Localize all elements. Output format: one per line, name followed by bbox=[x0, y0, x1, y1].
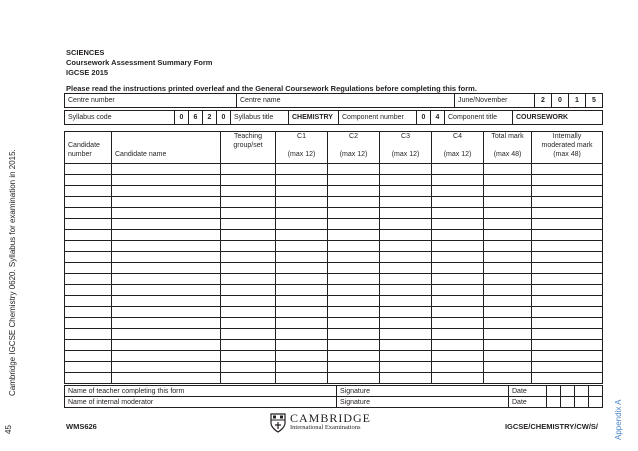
table-cell[interactable] bbox=[484, 252, 532, 263]
table-cell[interactable] bbox=[221, 263, 276, 274]
date-box[interactable] bbox=[561, 386, 575, 397]
syllabus-title-label: Syllabus title bbox=[231, 111, 289, 125]
table-cell[interactable] bbox=[65, 164, 112, 175]
component-title-label: Component title bbox=[445, 111, 513, 125]
table-cell[interactable] bbox=[484, 307, 532, 318]
table-row bbox=[65, 263, 603, 274]
side-text: Cambridge IGCSE Chemistry 0620. Syllabus for examination in 2015. bbox=[8, 149, 17, 396]
table-cell[interactable] bbox=[380, 241, 432, 252]
table-cell[interactable] bbox=[65, 274, 112, 285]
table-cell[interactable] bbox=[432, 307, 484, 318]
table-cell[interactable] bbox=[432, 340, 484, 351]
table-cell[interactable] bbox=[328, 296, 380, 307]
date-box[interactable] bbox=[547, 386, 561, 397]
table-cell[interactable] bbox=[380, 329, 432, 340]
table-cell[interactable] bbox=[328, 175, 380, 186]
table-row bbox=[65, 175, 603, 186]
table-cell[interactable] bbox=[484, 362, 532, 373]
side-running-text bbox=[8, 149, 22, 396]
table-cell[interactable] bbox=[380, 230, 432, 241]
table-cell[interactable] bbox=[484, 263, 532, 274]
table-cell[interactable] bbox=[532, 263, 603, 274]
table-cell[interactable] bbox=[276, 252, 328, 263]
table-cell[interactable] bbox=[380, 351, 432, 362]
table-cell[interactable] bbox=[112, 175, 221, 186]
table-cell[interactable] bbox=[532, 307, 603, 318]
table-cell[interactable] bbox=[328, 362, 380, 373]
table-row bbox=[65, 340, 603, 351]
table-cell[interactable] bbox=[221, 252, 276, 263]
table-cell[interactable] bbox=[112, 230, 221, 241]
table-cell[interactable] bbox=[221, 362, 276, 373]
col-c2: C2 (max 12) bbox=[328, 132, 380, 164]
table-cell[interactable] bbox=[112, 307, 221, 318]
table-cell[interactable] bbox=[484, 296, 532, 307]
logo-line2: International Examinations bbox=[290, 424, 361, 431]
table-row bbox=[65, 241, 603, 252]
col-teaching-group: Teaching group/set bbox=[221, 132, 276, 164]
date-box[interactable] bbox=[575, 397, 589, 408]
page-number bbox=[4, 418, 18, 438]
table-cell[interactable] bbox=[532, 197, 603, 208]
table-cell[interactable] bbox=[221, 296, 276, 307]
session-label: June/November bbox=[455, 94, 535, 108]
table-cell[interactable] bbox=[328, 329, 380, 340]
table-cell[interactable] bbox=[112, 362, 221, 373]
table-cell[interactable] bbox=[65, 351, 112, 362]
table-cell[interactable] bbox=[65, 175, 112, 186]
table-cell[interactable] bbox=[65, 329, 112, 340]
table-cell[interactable] bbox=[276, 362, 328, 373]
table-row bbox=[65, 296, 603, 307]
table-cell[interactable] bbox=[532, 208, 603, 219]
table-cell[interactable] bbox=[328, 263, 380, 274]
table-cell[interactable] bbox=[276, 274, 328, 285]
table-cell[interactable] bbox=[276, 351, 328, 362]
table-cell[interactable] bbox=[65, 219, 112, 230]
page-number-text: 45 bbox=[4, 425, 13, 434]
table-row bbox=[65, 329, 603, 340]
table-cell[interactable] bbox=[484, 186, 532, 197]
table-cell[interactable] bbox=[112, 274, 221, 285]
form-code: WMS626 bbox=[66, 422, 97, 431]
table-cell[interactable] bbox=[276, 219, 328, 230]
teacher-name-field[interactable]: Name of teacher completing this form bbox=[65, 386, 337, 397]
table-cell[interactable] bbox=[380, 340, 432, 351]
moderator-signature-field[interactable]: Signature bbox=[337, 397, 509, 408]
table-cell[interactable] bbox=[432, 318, 484, 329]
table-cell[interactable] bbox=[328, 164, 380, 175]
table-cell[interactable] bbox=[112, 219, 221, 230]
table-cell[interactable] bbox=[65, 208, 112, 219]
table-cell[interactable] bbox=[221, 219, 276, 230]
appendix-text: Appendix A bbox=[614, 399, 623, 440]
table-cell[interactable] bbox=[380, 285, 432, 296]
table-cell[interactable] bbox=[112, 164, 221, 175]
moderator-name-field[interactable]: Name of internal moderator bbox=[65, 397, 337, 408]
table-cell[interactable] bbox=[484, 351, 532, 362]
table-cell[interactable] bbox=[276, 164, 328, 175]
table-cell[interactable] bbox=[380, 186, 432, 197]
date-box[interactable] bbox=[561, 397, 575, 408]
table-cell[interactable] bbox=[65, 252, 112, 263]
table-row bbox=[65, 230, 603, 241]
moderator-date-label: Date bbox=[509, 397, 547, 408]
table-cell[interactable] bbox=[380, 274, 432, 285]
table-cell[interactable] bbox=[532, 219, 603, 230]
table-cell[interactable] bbox=[532, 164, 603, 175]
table-cell[interactable] bbox=[328, 252, 380, 263]
table-cell[interactable] bbox=[112, 285, 221, 296]
table-row bbox=[65, 197, 603, 208]
table-cell[interactable] bbox=[112, 296, 221, 307]
table-cell[interactable] bbox=[112, 208, 221, 219]
table-cell[interactable] bbox=[328, 186, 380, 197]
table-cell[interactable] bbox=[328, 307, 380, 318]
table-cell[interactable] bbox=[65, 318, 112, 329]
table-cell[interactable] bbox=[380, 219, 432, 230]
cambridge-logo bbox=[270, 413, 371, 433]
date-box[interactable] bbox=[589, 386, 603, 397]
col-c1: C1 (max 12) bbox=[276, 132, 328, 164]
year-digit: 5 bbox=[586, 94, 603, 108]
syllabus-digit: 6 bbox=[189, 111, 203, 125]
table-cell[interactable] bbox=[380, 208, 432, 219]
table-cell[interactable] bbox=[65, 373, 112, 384]
centre-number-field[interactable]: Centre number bbox=[65, 94, 237, 108]
table-cell[interactable] bbox=[432, 351, 484, 362]
table-cell[interactable] bbox=[380, 164, 432, 175]
syllabus-digit: 0 bbox=[175, 111, 189, 125]
table-cell[interactable] bbox=[432, 362, 484, 373]
table-cell[interactable] bbox=[112, 197, 221, 208]
syllabus-code-label: Syllabus code bbox=[65, 111, 175, 125]
table-cell[interactable] bbox=[484, 318, 532, 329]
table-header-row bbox=[65, 132, 603, 164]
table-cell[interactable] bbox=[432, 329, 484, 340]
table-cell[interactable] bbox=[432, 285, 484, 296]
table-row bbox=[65, 362, 603, 373]
table-cell[interactable] bbox=[221, 164, 276, 175]
table-cell[interactable] bbox=[484, 241, 532, 252]
table-cell[interactable] bbox=[432, 263, 484, 274]
table-row bbox=[65, 252, 603, 263]
table-cell[interactable] bbox=[221, 351, 276, 362]
table-cell[interactable] bbox=[328, 197, 380, 208]
centre-info-table bbox=[64, 93, 603, 108]
table-cell[interactable] bbox=[65, 362, 112, 373]
table-cell[interactable] bbox=[112, 318, 221, 329]
table-cell[interactable] bbox=[65, 340, 112, 351]
component-title-value: COURSEWORK bbox=[513, 111, 603, 125]
table-cell[interactable] bbox=[380, 318, 432, 329]
table-cell[interactable] bbox=[484, 219, 532, 230]
table-cell[interactable] bbox=[276, 373, 328, 384]
col-moderated: Internally moderated mark (max 48) bbox=[532, 132, 603, 164]
table-cell[interactable] bbox=[380, 197, 432, 208]
table-cell[interactable] bbox=[484, 340, 532, 351]
syllabus-digit: 2 bbox=[203, 111, 217, 125]
table-cell[interactable] bbox=[380, 362, 432, 373]
table-cell[interactable] bbox=[484, 285, 532, 296]
table-cell[interactable] bbox=[484, 197, 532, 208]
table-row bbox=[65, 274, 603, 285]
header-form-title: Coursework Assessment Summary Form bbox=[66, 58, 213, 67]
table-cell[interactable] bbox=[276, 241, 328, 252]
table-cell[interactable] bbox=[484, 175, 532, 186]
table-cell[interactable] bbox=[484, 164, 532, 175]
table-cell[interactable] bbox=[432, 373, 484, 384]
table-cell[interactable] bbox=[112, 241, 221, 252]
table-cell[interactable] bbox=[432, 296, 484, 307]
col-c3: C3 (max 12) bbox=[380, 132, 432, 164]
table-cell[interactable] bbox=[221, 285, 276, 296]
table-cell[interactable] bbox=[380, 175, 432, 186]
header-year: IGCSE 2015 bbox=[66, 68, 109, 77]
table-cell[interactable] bbox=[484, 329, 532, 340]
table-row bbox=[65, 186, 603, 197]
table-cell[interactable] bbox=[532, 274, 603, 285]
table-cell[interactable] bbox=[276, 329, 328, 340]
table-cell[interactable] bbox=[484, 274, 532, 285]
syllabus-title-value: CHEMISTRY bbox=[289, 111, 339, 125]
table-cell[interactable] bbox=[532, 186, 603, 197]
table-cell[interactable] bbox=[532, 285, 603, 296]
year-digit: 1 bbox=[569, 94, 586, 108]
marks-table bbox=[64, 131, 603, 384]
table-cell[interactable] bbox=[380, 296, 432, 307]
table-cell[interactable] bbox=[276, 318, 328, 329]
table-cell[interactable] bbox=[221, 329, 276, 340]
table-cell[interactable] bbox=[328, 208, 380, 219]
table-cell[interactable] bbox=[432, 219, 484, 230]
table-cell[interactable] bbox=[221, 208, 276, 219]
table-cell[interactable] bbox=[221, 318, 276, 329]
table-cell[interactable] bbox=[65, 263, 112, 274]
table-cell[interactable] bbox=[276, 208, 328, 219]
table-cell[interactable] bbox=[532, 340, 603, 351]
table-cell[interactable] bbox=[532, 175, 603, 186]
table-cell[interactable] bbox=[532, 318, 603, 329]
table-cell[interactable] bbox=[221, 175, 276, 186]
teacher-date-label: Date bbox=[509, 386, 547, 397]
centre-name-field[interactable]: Centre name bbox=[237, 94, 455, 108]
shield-icon bbox=[270, 413, 286, 433]
table-cell[interactable] bbox=[276, 230, 328, 241]
table-cell[interactable] bbox=[432, 186, 484, 197]
table-cell[interactable] bbox=[380, 252, 432, 263]
table-cell[interactable] bbox=[65, 241, 112, 252]
table-cell[interactable] bbox=[276, 307, 328, 318]
table-cell[interactable] bbox=[65, 230, 112, 241]
table-row bbox=[65, 208, 603, 219]
table-row bbox=[65, 219, 603, 230]
table-cell[interactable] bbox=[328, 373, 380, 384]
table-cell[interactable] bbox=[328, 230, 380, 241]
table-cell[interactable] bbox=[328, 241, 380, 252]
table-cell[interactable] bbox=[65, 197, 112, 208]
table-cell[interactable] bbox=[276, 197, 328, 208]
year-digit: 2 bbox=[535, 94, 552, 108]
table-cell[interactable] bbox=[328, 285, 380, 296]
table-cell[interactable] bbox=[276, 285, 328, 296]
table-cell[interactable] bbox=[276, 340, 328, 351]
col-c4: C4 (max 12) bbox=[432, 132, 484, 164]
table-cell[interactable] bbox=[532, 296, 603, 307]
col-total: Total mark (max 48) bbox=[484, 132, 532, 164]
table-row bbox=[65, 307, 603, 318]
table-cell[interactable] bbox=[328, 274, 380, 285]
table-cell[interactable] bbox=[112, 351, 221, 362]
table-cell[interactable] bbox=[432, 274, 484, 285]
table-cell[interactable] bbox=[65, 186, 112, 197]
table-cell[interactable] bbox=[112, 373, 221, 384]
table-cell[interactable] bbox=[432, 241, 484, 252]
table-cell[interactable] bbox=[484, 208, 532, 219]
table-cell[interactable] bbox=[532, 373, 603, 384]
component-digit: 0 bbox=[417, 111, 431, 125]
table-cell[interactable] bbox=[65, 285, 112, 296]
date-box[interactable] bbox=[589, 397, 603, 408]
table-cell[interactable] bbox=[328, 219, 380, 230]
table-cell[interactable] bbox=[65, 296, 112, 307]
table-cell[interactable] bbox=[112, 340, 221, 351]
table-cell[interactable] bbox=[328, 340, 380, 351]
table-cell[interactable] bbox=[532, 230, 603, 241]
syllabus-info-table bbox=[64, 110, 603, 125]
table-cell[interactable] bbox=[432, 208, 484, 219]
table-cell[interactable] bbox=[221, 197, 276, 208]
table-cell[interactable] bbox=[112, 252, 221, 263]
appendix-label bbox=[614, 392, 628, 440]
table-cell[interactable] bbox=[65, 307, 112, 318]
table-cell[interactable] bbox=[112, 263, 221, 274]
table-cell[interactable] bbox=[221, 230, 276, 241]
header-subject: SCIENCES bbox=[66, 48, 105, 57]
table-cell[interactable] bbox=[432, 164, 484, 175]
table-row bbox=[65, 164, 603, 175]
instructions: Please read the instructions printed overleaf and the General Coursework Regulations before completing this form. bbox=[66, 84, 477, 93]
table-cell[interactable] bbox=[432, 252, 484, 263]
table-cell[interactable] bbox=[484, 373, 532, 384]
table-cell[interactable] bbox=[532, 252, 603, 263]
table-cell[interactable] bbox=[432, 175, 484, 186]
col-candidate-name: Candidate name bbox=[112, 132, 221, 164]
syllabus-digit: 0 bbox=[217, 111, 231, 125]
table-row bbox=[65, 318, 603, 329]
component-number-label: Component number bbox=[339, 111, 417, 125]
table-cell[interactable] bbox=[532, 351, 603, 362]
teacher-signature-field[interactable]: Signature bbox=[337, 386, 509, 397]
table-cell[interactable] bbox=[221, 241, 276, 252]
signatures-table bbox=[64, 385, 603, 408]
table-cell[interactable] bbox=[380, 307, 432, 318]
table-cell[interactable] bbox=[276, 296, 328, 307]
table-cell[interactable] bbox=[221, 186, 276, 197]
table-cell[interactable] bbox=[432, 230, 484, 241]
form-header bbox=[66, 48, 212, 78]
table-cell[interactable] bbox=[221, 307, 276, 318]
table-cell[interactable] bbox=[221, 340, 276, 351]
table-row bbox=[65, 351, 603, 362]
table-cell[interactable] bbox=[532, 362, 603, 373]
table-cell[interactable] bbox=[432, 197, 484, 208]
form-reference: IGCSE/CHEMISTRY/CW/S/ bbox=[504, 422, 598, 431]
table-cell[interactable] bbox=[532, 241, 603, 252]
date-box[interactable] bbox=[547, 397, 561, 408]
component-digit: 4 bbox=[431, 111, 445, 125]
logo-line1: CAMBRIDGE bbox=[290, 411, 372, 425]
table-cell[interactable] bbox=[328, 318, 380, 329]
table-cell[interactable] bbox=[328, 351, 380, 362]
table-cell[interactable] bbox=[380, 263, 432, 274]
table-row bbox=[65, 373, 603, 384]
table-cell[interactable] bbox=[221, 373, 276, 384]
table-cell[interactable] bbox=[112, 329, 221, 340]
table-cell[interactable] bbox=[276, 186, 328, 197]
table-cell[interactable] bbox=[112, 186, 221, 197]
table-cell[interactable] bbox=[276, 175, 328, 186]
table-cell[interactable] bbox=[221, 274, 276, 285]
table-row bbox=[65, 285, 603, 296]
year-digit: 0 bbox=[552, 94, 569, 108]
table-cell[interactable] bbox=[532, 329, 603, 340]
table-cell[interactable] bbox=[380, 373, 432, 384]
table-cell[interactable] bbox=[276, 263, 328, 274]
table-cell[interactable] bbox=[484, 230, 532, 241]
date-box[interactable] bbox=[575, 386, 589, 397]
col-candidate-number: Candidate number bbox=[65, 132, 112, 164]
